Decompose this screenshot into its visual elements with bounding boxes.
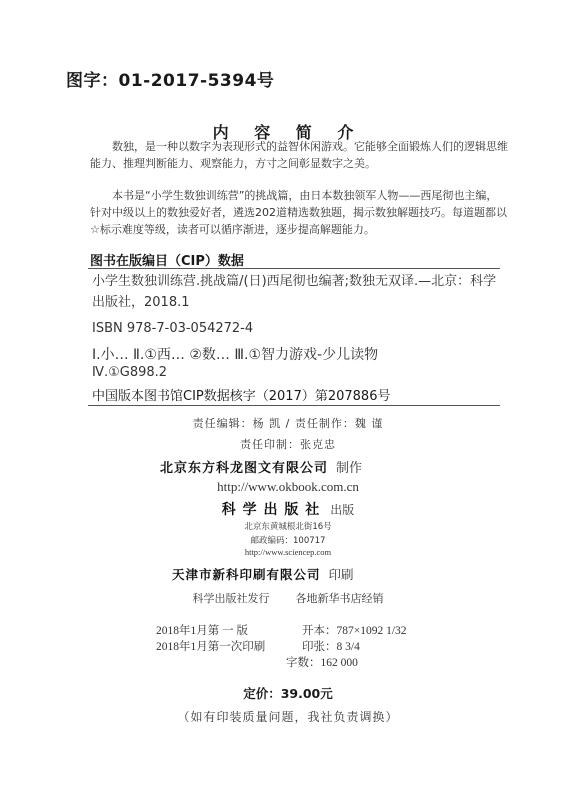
format: 开本：787×1092 1/32 (302, 625, 407, 637)
cip-heading: 图书在版编目（CIP）数据 (90, 254, 244, 269)
staff-print-manager: 责任印制：张克忠 (240, 438, 336, 451)
print-sheets: 印张：8 3/4 (302, 641, 360, 653)
publisher-url: http://www.sciencep.com (244, 547, 332, 557)
publisher-address: 北京东黄城根北街16号 (244, 522, 332, 532)
publisher-name: 科 学 出 版 社 (221, 502, 321, 518)
distributor: 科学出版社发行 (192, 592, 270, 605)
seller: 各地新华书店经销 (295, 592, 384, 605)
printer-suffix: 印刷 (328, 567, 354, 582)
quality-notice: （如有印装质量问题，我社负责调换） (177, 710, 399, 724)
intro-title: 内 容 简 介 (212, 123, 364, 142)
printer-line (172, 565, 354, 583)
publisher-suffix: 出版 (330, 503, 355, 517)
printer-name: 天津市新科印刷有限公司 (172, 567, 321, 582)
publisher-line (0, 499, 576, 519)
intro-paragraph-1: 数独，是一种以数字为表现形式的益智休闲游戏。它能够全面锻炼人们的逻辑思维能力、推理判断能力、观察能力，方寸之间彰显数字之美。 (90, 140, 508, 170)
edition: 2018年1月第 一 版 (156, 625, 248, 637)
intro-paragraph-2: 本书是“小学生数独训练营”的挑战篇，由日本数独领军人物——西尾彻也主编，针对中级以上的数独爱好者，遴选202道精选数独题，揭示数独解题技巧。每道题都以☆标示难度等级，读者可以循序渐进，逐步提高解题能力。 (90, 189, 507, 236)
staff-editors: 责任编辑：杨 凯 / 责任制作：魏 谨 (192, 417, 384, 430)
permit-number: 图字：01-2017-5394号 (66, 71, 275, 91)
cip-classification-1: Ⅰ.小… Ⅱ.①西… ②数… Ⅲ.①智力游戏-少儿读物 (92, 347, 379, 363)
cip-bottom-divider (88, 405, 500, 406)
cip-top-divider (88, 268, 500, 269)
price: 定价：39.00元 (243, 686, 333, 701)
producer-suffix: 制作 (336, 461, 363, 476)
cip-classification-2: Ⅳ.①G898.2 (92, 365, 168, 380)
cip-record: 小学生数独训练营.挑战篇/(日)西尾彻也编著;数独无双译.—北京：科学出版社，2018.1 (92, 274, 497, 310)
cip-check-number: 中国版本图书馆CIP数据核字（2017）第207886号 (92, 389, 391, 404)
distribution-line (0, 590, 576, 606)
producer-url: http://www.okbook.com.cn (217, 479, 359, 494)
printing: 2018年1月第一次印刷 (156, 641, 266, 653)
word-count: 字数：162 000 (286, 657, 358, 669)
cip-isbn: ISBN 978-7-03-054272-4 (92, 321, 254, 336)
publisher-zip: 邮政编码：100717 (250, 536, 326, 546)
producer-line (160, 457, 362, 476)
producer-name: 北京东方科龙图文有限公司 (160, 461, 329, 476)
